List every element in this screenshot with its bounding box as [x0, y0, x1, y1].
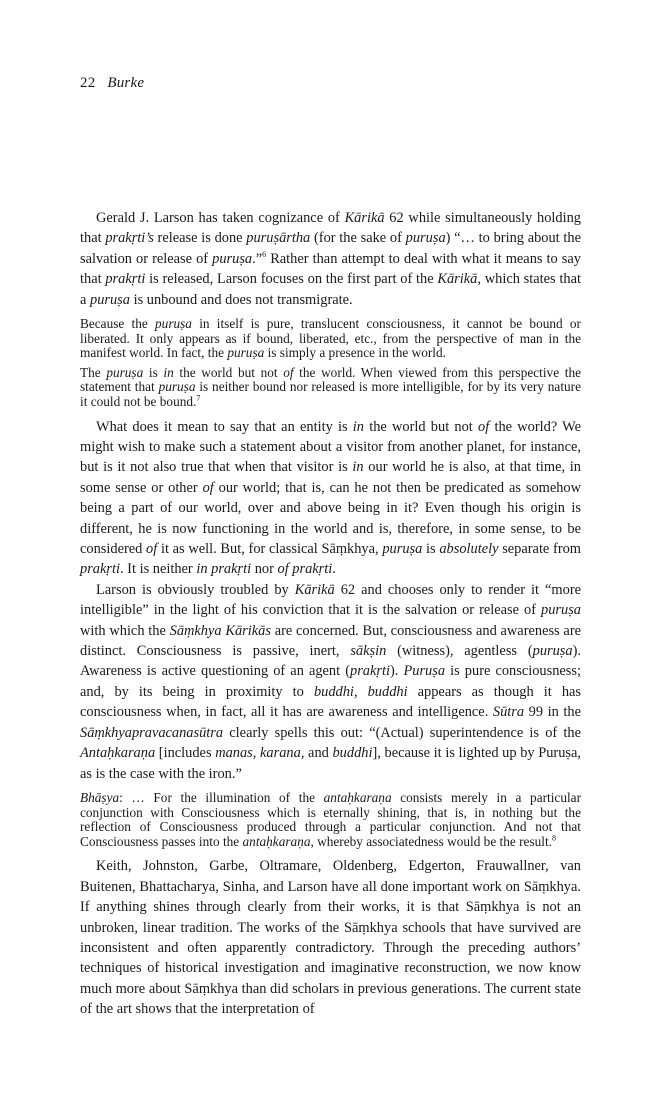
block-quote-purusa-pure: Because the puruṣa in itself is pure, translucent consciousness, it cannot be bound or liberated. It only appears as if bound, liberated, etc., from the perspective of man in the manifest world. In fact, the puruṣa is simply a presence in the world. — [80, 316, 581, 361]
running-head-author: Burke — [107, 75, 145, 91]
paragraph-in-the-world: What does it mean to say that an entity is in the world but not of the world? We might wish to make such a statement about a visitor from another planet, for instance, but is it not also true that when that visitor is in our world he is also, at that time, in some sense or other of our world; that is, can he not then be predicated as somehow being a part of our world, over and above being in it? Even though his origin is different, he is now functioning in the world and is, therefore, in some sense, to be considered of it as well. But, for classical Sāṃkhya, puruṣa is absolutely separate from prakṛti. It is neither in prakṛti nor of prakṛti. — [80, 418, 582, 578]
paragraph-larson-cognizance: Gerald J. Larson has taken cognizance of Kārikā 62 while simultaneously holding that prakṛti’s release is done puruṣārtha (for the sake of puruṣa) “… to bring about the salvation or release of puruṣa.”$^6$ Rather than attempt to deal with what it means to say that prakṛti is released, Larson focuses on the first part of the Kārikā, which states that a puruṣa is unbound and does not transmigrate. — [80, 210, 581, 308]
paragraph-samkhya-scholars: Keith, Johnston, Garbe, Oltramare, Oldenberg, Edgerton, Frauwallner, van Buitenen, Bhattacharya, Sinha, and Larson have all done important work on Sāṃkhya. If anything shines through clearly from their works, it is that Sāṃkhya is not an unbroken, linear tradition. The works of the Sāṃkhya schools that have survived are inconsistent and often apparently contradictory. Through the preceding authors’ techniques of historical investigation and imaginative reconstruction, we now know much more about Sāṃkhya than did scholars in previous generations. The current state of the art shows that the interpretation of — [80, 858, 581, 1018]
block-quote-bhasya: Bhāṣya: … For the illumination of the antaḥkaraṇa consists merely in a particular conjunction with Consciousness which is eternally shining, that is, in nothing but the reflection of Consciousness produced through a particular conjunction. And not that Consciousness passes into the antaḥkaraṇa, whereby associatedness would be the result.$^8$ — [80, 789, 581, 849]
body-text — [80, 208, 581, 1020]
paragraph-larson-troubled: Larson is obviously troubled by Kārikā 62 and chooses only to render it “more intelligible” in the light of his conviction that it is the salvation or release of puruṣa with which the Sāṃkhya Kārikās are concerned. But, consciousness and awareness are distinct. Consciousness is passive, inert, sākṣin (witness), agentless (puruṣa). Awareness is active questioning of an agent (prakṛti). Puruṣa is pure consciousness; and, by its being in proximity to buddhi, buddhi appears as though it has consciousness when, in fact, all it has are awareness and intelligence. Sūtra 99 in the Sāṃkhyapravacanasūtra clearly spells this out: “(Actual) superintendence is of the Antaḥkaraṇa [includes manas, karana, and buddhi], because it is lighted up by Puruṣa, as is the case with the iron.” — [80, 581, 582, 782]
page-number: 22 — [80, 75, 96, 91]
block-quote-in-not-of: The puruṣa is in the world but not of the world. When viewed from this perspective the statement that puruṣa is neither bound nor released is more intelligible, for by its very nature it could not be bound.$^7$ — [80, 364, 581, 409]
running-header — [80, 75, 144, 92]
